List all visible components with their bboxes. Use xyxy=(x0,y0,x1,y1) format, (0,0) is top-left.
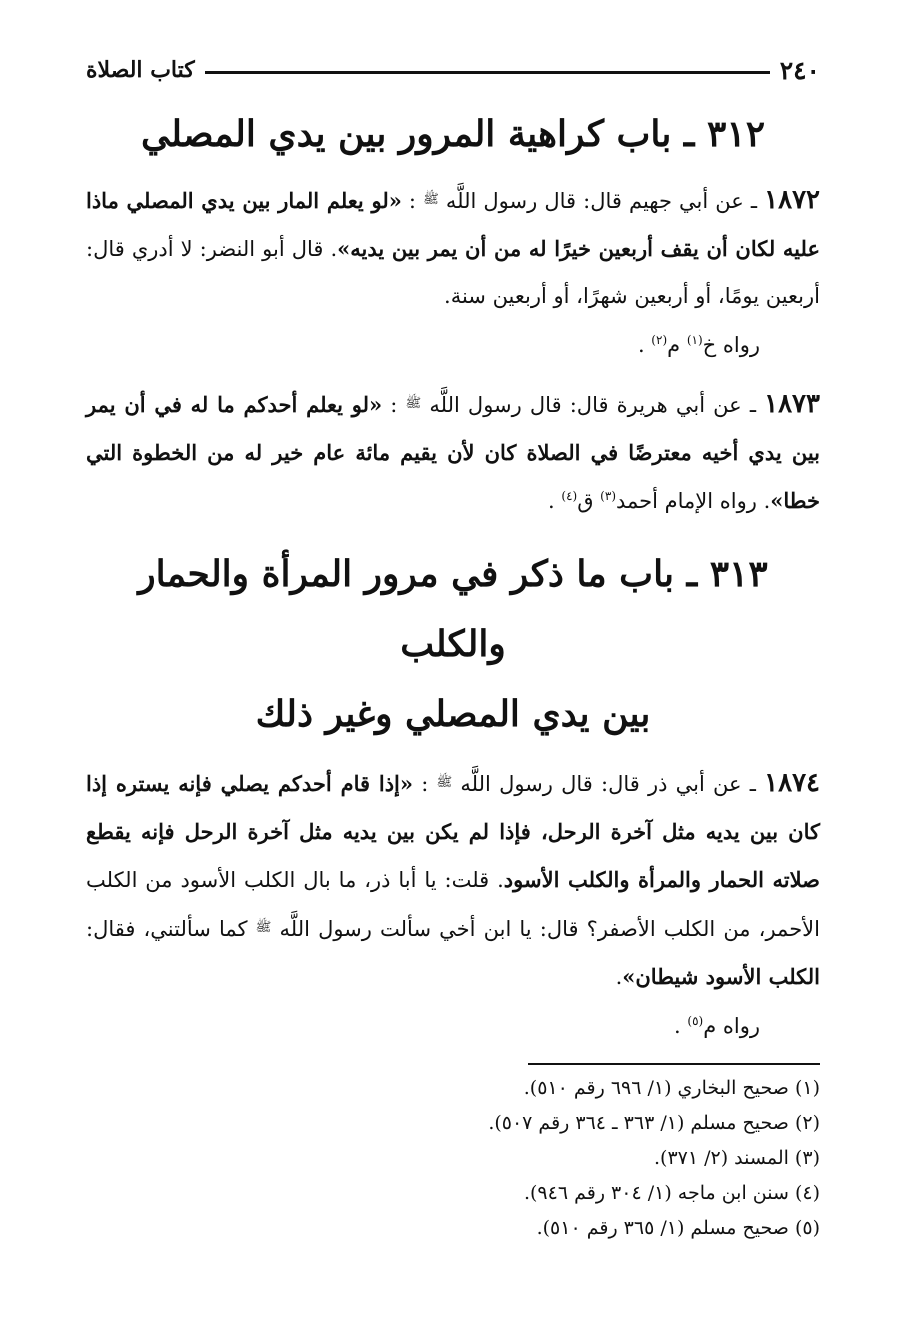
chapter-312-title: ٣١٢ ـ باب كراهية المرور بين يدي المصلي xyxy=(140,113,766,155)
pbuh-glyph: ﷺ xyxy=(436,775,453,790)
footnote-2: (٢) صحيح مسلم (١/ ٣٦٣ ـ ٣٦٤ رقم ٥٠٧). xyxy=(488,1112,820,1134)
chapter-313-line-1: ٣١٣ ـ باب ما ذكر في مرور المرأة والحمار والكلب xyxy=(138,553,768,665)
hadith-quote-2: الكلب الأسود شيطان» xyxy=(622,964,820,989)
hadith-intro: ـ عن أبي جهيم قال: قال رسول اللَّه xyxy=(438,189,765,213)
hadith-colon: : xyxy=(413,772,437,796)
riwaya-mid: م xyxy=(667,333,687,357)
hadith-rest: . رواه الإمام أحمد xyxy=(616,489,771,513)
pbuh-glyph-2: ﷺ xyxy=(255,920,272,935)
pbuh-glyph: ﷺ xyxy=(405,396,422,411)
chapter-313-line-2: بين يدي المصلي وغير ذلك xyxy=(255,693,651,735)
footnote-mark-2[interactable]: (٢) xyxy=(651,333,668,347)
book-title: كتاب الصلاة xyxy=(86,57,195,83)
footnote-5: (٥) صحيح مسلم (١/ ٣٦٥ رقم ٥١٠). xyxy=(536,1217,820,1239)
hadith-mid: ق xyxy=(577,489,601,513)
footnote-4: (٤) سنن ابن ماجه (١/ ٣٠٤ رقم ٩٤٦). xyxy=(523,1182,820,1204)
hadith-number: ١٨٧٢ xyxy=(764,185,820,215)
header-rule xyxy=(205,71,770,74)
hadith-quote: «إذا قام أحدكم يصلي فإنه يستره إذا كان بين يديه مثل آخرة الرحل، فإذا لم يكن بين يديه مثل آخرة الرحل فإنه يقطع صلاته الحمار والمرأة والكلب الأسود xyxy=(86,771,820,892)
footnote-3: (٣) المسند (٢/ ٣٧١). xyxy=(653,1147,820,1169)
running-header xyxy=(86,52,820,88)
hadith-end: . xyxy=(615,965,623,989)
riwaya-text: رواه م xyxy=(703,1014,760,1038)
hadith-1874 xyxy=(86,759,820,1001)
riwaya-end: . xyxy=(637,333,652,357)
pbuh-glyph: ﷺ xyxy=(423,192,439,207)
hadith-1873 xyxy=(86,380,820,525)
footnote-mark-5[interactable]: (٥) xyxy=(687,1014,704,1028)
page-number: ٢٤٠ xyxy=(779,55,820,85)
hadith-end: . xyxy=(548,489,562,513)
footnote-rule xyxy=(528,1063,820,1065)
chapter-313-title xyxy=(86,539,820,749)
riwaya-end: . xyxy=(674,1014,688,1038)
footnote-mark-1[interactable]: (١) xyxy=(686,333,703,347)
hadith-rest: . قال أبو النضر: لا أدري قال: أربعين يومًا، أو أربعين شهرًا، أو أربعين سنة. xyxy=(86,237,820,308)
footnote-mark-3[interactable]: (٣) xyxy=(600,489,616,503)
hadith-1872-riwaya xyxy=(86,322,760,368)
hadith-intro: ـ عن أبي ذر قال: قال رسول اللَّه xyxy=(452,772,765,796)
hadith-1874-riwaya xyxy=(86,1003,760,1049)
footnote-1: (١) صحيح البخاري (١/ ٦٩٦ رقم ٥١٠). xyxy=(523,1077,820,1099)
hadith-number: ١٨٧٤ xyxy=(764,768,820,798)
hadith-intro: ـ عن أبي هريرة قال: قال رسول اللَّه xyxy=(421,393,765,417)
hadith-number: ١٨٧٣ xyxy=(764,389,820,419)
hadith-colon: : xyxy=(401,189,424,213)
hadith-quote: «لو يعلم أحدكم ما له في أن يمر بين يدي أخيه معترضًا في الصلاة كان لأن يقيم مائة عام خير له من الخطوة التي خطا» xyxy=(86,392,820,513)
footnotes xyxy=(86,1063,820,1246)
hadith-middle: . قلت: يا أبا ذر، ما بال الكلب الأسود من الكلب الأحمر، من الكلب الأصفر؟ قال: يا ابن أخي سألت رسول اللَّه xyxy=(86,868,820,941)
hadith-1872 xyxy=(86,176,820,320)
riwaya-text: رواه خ xyxy=(702,333,760,357)
footnote-mark-4[interactable]: (٤) xyxy=(561,489,578,503)
hadith-colon: : xyxy=(382,393,406,417)
hadith-middle-2: كما سألتني، فقال: xyxy=(86,917,256,941)
hadith-quote: «لو يعلم المار بين يدي المصلي ماذا عليه لكان أن يقف أربعين خيرًا له من أن يمر بين يديه» xyxy=(86,188,821,261)
